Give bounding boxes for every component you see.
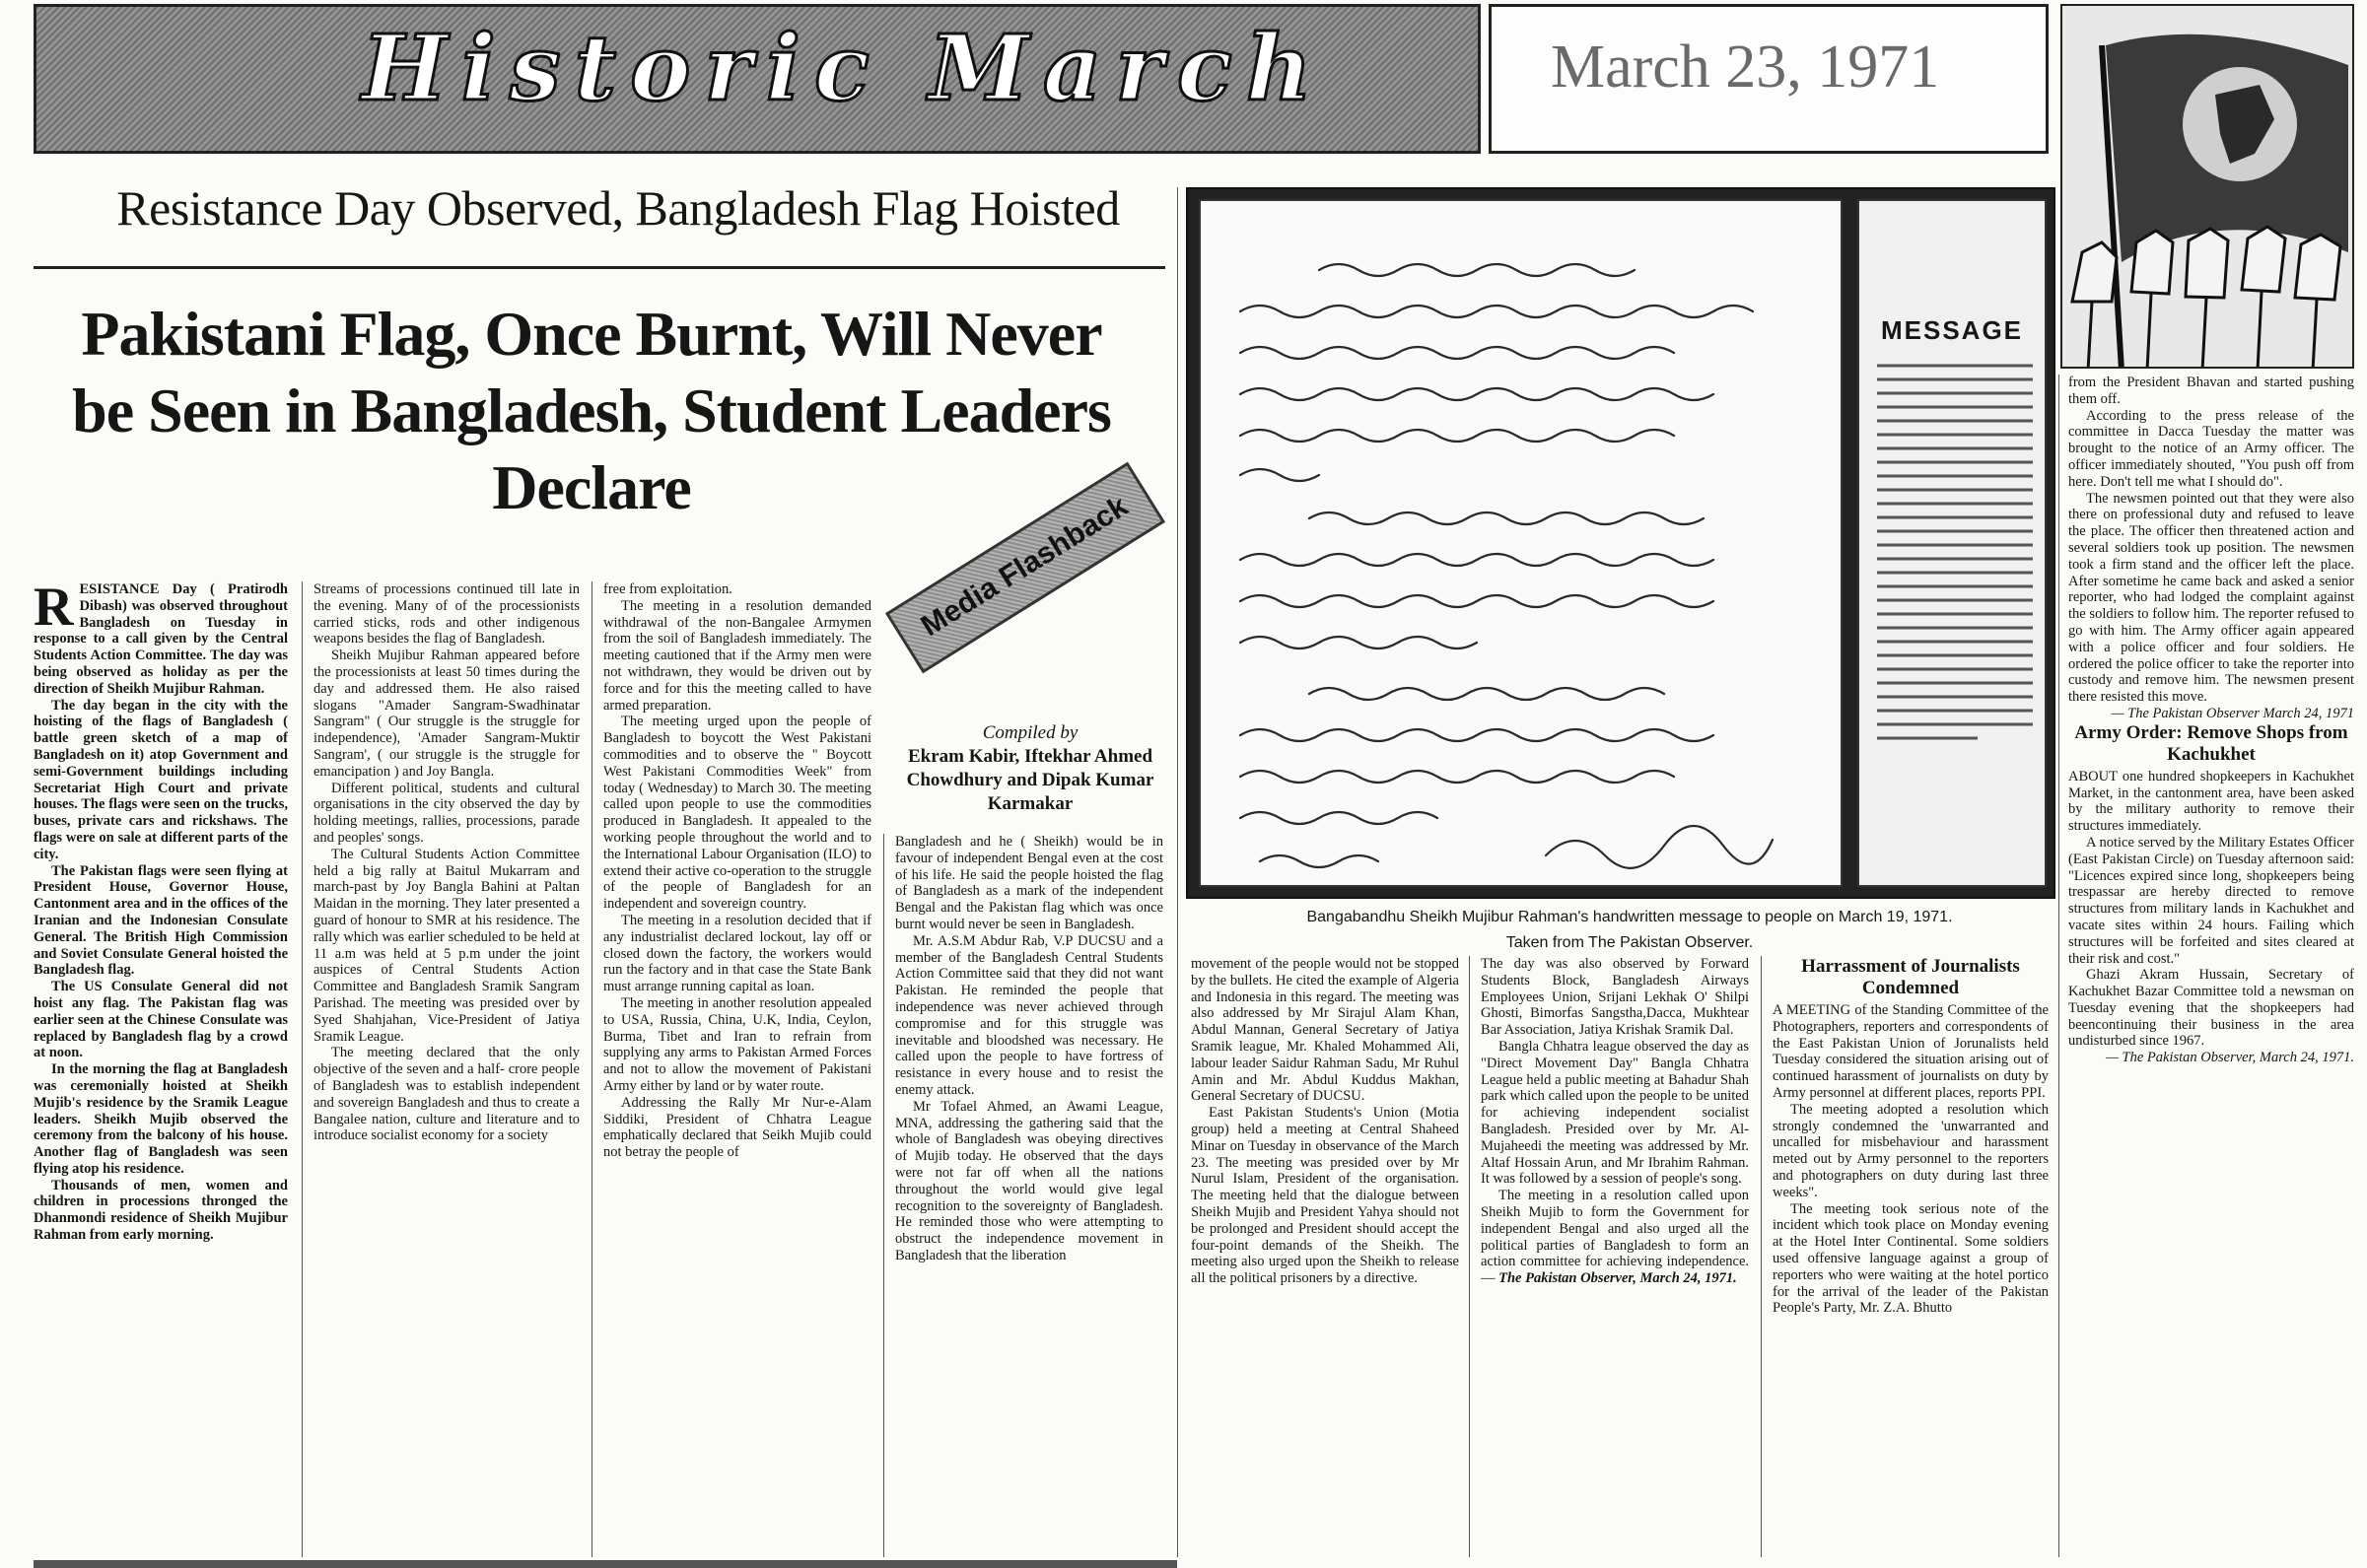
- col8-source-1: — The Pakistan Observer March 24, 1971: [2111, 705, 2354, 721]
- article-column-6: [1481, 956, 1749, 1557]
- article-column-8: [2068, 375, 2354, 1557]
- col6-paragraph-3-text: The meeting in a resolution called upon Sheikh Mujib to form the Government for independent Bengal and also urged all the political parties of Bangladesh to form an action committee for achieving independence.—: [1481, 1188, 1749, 1287]
- article-column-1: [34, 581, 288, 1557]
- col4-paragraph-2: Mr. A.S.M Abdur Rab, V.P DUCSU and a member of the Bangladesh Central Students Action Committee said that they did not want Pakistan. He reminded the people that independence was never achieved through compromise and for this struggle was inevitable and bloodshed was necessary. He called upon the people to have fortress of resistance in every house and to resist the enemy attack.: [895, 932, 1163, 1098]
- kachukhet-headline: Army Order: Remove Shops from Kachukhet: [2074, 721, 2348, 765]
- col5-paragraph-2: East Pakistan Students's Union (Motia group) held a meeting at Central Shaheed Minar on Tuesday in observance of the March 23. The meeting was presided over by Mr Nurul Islam, President of the organisation. The meeting held that the dialogue between Sheikh Mujib and President Yahya should not be prolonged and President should accept the four-point demands of the Sheikh. The meeting also urged upon the Sheikh to release all the political prisoners by a directive.: [1191, 1105, 1459, 1287]
- article-column-5: [1191, 956, 1459, 1557]
- col8-paragraph-1: from the President Bhavan and started pushing them off.: [2068, 375, 2354, 407]
- col3-paragraph-3: The meeting urged upon the people of Bangladesh to boycott the West Pakistani commodities and to observe the " Boycott West Pakistani Commodities Week" from today ( Wednesday) to March 30. The meeting called upon people to use the commodities produced in Bangladesh. It appealed to the working people throughout the world and to the International Labour Organisation (ILO) to extend their active co-operation to the struggle of the people of Bangladesh for an independent and sovereign country.: [603, 714, 871, 913]
- column-rule: [883, 834, 884, 1557]
- col1-paragraph-6: Thousands of men, women and children in processions thronged the Dhanmondi residence of Sheikh Mujibur Rahman from early morning.: [34, 1177, 288, 1244]
- bottom-edge-strip: [34, 1560, 1177, 1568]
- article-column-4: [895, 834, 1163, 1557]
- journalists-headline: Harrassment of Journalists Condemned: [1801, 956, 2020, 998]
- col6-paragraph-2: Bangla Chhatra league observed the day as "Direct Movement Day" Bangla Chhatra League held a public meeting at Bahadur Shah park which called upon the people to be united for achieving independent socialist Bangladesh. Presided over by Mr. Al-Mujaheedi the meeting was addressed by Mr. Altaf Hossain Arun, and Mr Ibrahim Rahman. It was followed by a session of people's song.: [1481, 1038, 1749, 1188]
- handwriting-scribble: [1201, 201, 1841, 885]
- col6-source: The Pakistan Observer, March 24, 1971.: [1498, 1270, 1737, 1287]
- printed-message-panel: [1857, 199, 2047, 887]
- col1-paragraph-5: In the morning the flag at Bangladesh was ceremonially hoisted at Sheikh Mujib's residence by the Sramik League leaders. Sheikh Mujib observed the ceremony from the balcony of his house. Another flag of Bangladesh was seen flying atop his residence.: [34, 1061, 288, 1177]
- flag-illustration: [2060, 4, 2354, 369]
- byline-label: Compiled by: [982, 722, 1079, 743]
- main-headline: Pakistani Flag, Once Burnt, Will Never be Seen in Bangladesh, Student Leaders Declare: [72, 299, 1111, 522]
- col1-paragraph-4: The US Consulate General did not hoist any flag. The Pakistan flag was earlier seen at the Chinese Consulate was replaced by Bangladesh flag by a crowd at noon.: [34, 979, 288, 1061]
- column-rule: [302, 581, 303, 1557]
- caption-line-2: Taken from The Pakistan Observer.: [1505, 934, 1754, 951]
- article-column-2: [313, 581, 580, 1557]
- col8-source-2: — The Pakistan Observer, March 24, 1971.: [2106, 1050, 2354, 1066]
- col2-paragraph-1: Streams of processions continued till late in the evening. Many of of the processionists carried sticks, rods and other indigenous weapons besides the flag of Bangladesh.: [313, 581, 580, 648]
- col3-paragraph-5: The meeting in another resolution appealed to USA, Russia, China, U.K, India, Ceylon, Burma, Tibet and Iran to refrain from supplying any arms to Pakistan Armed Forces and not to allow the movement of Pakistani Army either by land or by water route.: [603, 994, 871, 1094]
- col1-lead: ESISTANCE Day ( Pratirodh Dibash) was observed throughout Bangladesh on Tuesday in response to a call given by the Central Students Action Committee. The day was being observed as holiday as per the direction of Sheikh Mujibur Rahman.: [34, 581, 288, 697]
- date-box: [1489, 4, 2049, 154]
- col6-paragraph-1: The day was also observed by Forward Students Block, Bangladesh Airways Employees Union, Srijani Lekhak O' Shilpi Ghosti, Bimorfas Sangstha,Dacca, Mukhtear Bar Association, Jatiya Krishak Sramik Dal.: [1481, 956, 1749, 1039]
- kicker-rule: [34, 266, 1165, 269]
- photo-caption: [1205, 905, 2054, 956]
- dateline: March 23, 1971: [1551, 34, 1940, 101]
- col1-paragraph-2: The day began in the city with the hoisting of the flags of Bangladesh ( battle green sketch of a map of Bangladesh on it) atop Government and semi-Government buildings including Secretariat High Court and private houses. The flags were seen on the trucks, buses, private cars and rickshaws. The flags were on sale at different parts of the city.: [34, 697, 288, 862]
- col4-paragraph-3: Mr Tofael Ahmed, an Awami League, MNA, addressing the gathering said that the whole of Bangladesh was obeying directives of Mujib today. He observed that the days were not far off when all the nations throughout the world would give legal recognition to the sovereignty of Bangladesh. He reminded those who were attempting to obstruct the independence movement in Bangladesh that the liberation: [895, 1098, 1163, 1263]
- column-rule: [1761, 956, 1762, 1557]
- col5-paragraph-1: movement of the people would not be stopped by the bullets. He cited the example of Algeria and Indonesia in this regard. The meeting was also addressed by Mr Sirajul Alam Khan, Abdul Mannan, General Secretary of Jatiya Sramik league, Mr. Khaled Mohammed Ali, labour leader Saidur Rahman Sadu, Mr Ruhul Amin and Mr. Abdul Kuddus Makhan, General Secretary of DUCSU.: [1191, 956, 1459, 1105]
- masthead-title: Historic March: [362, 15, 1326, 121]
- col7-paragraph-1: A MEETING of the Standing Committee of the Photographers, reporters and correspondents of the East Pakistan Union of Jorunalists held Tuesday considered the situation arising out of continued harassment of journalists on duty by Army personnel at different places, reports PPI.: [1773, 1002, 2049, 1101]
- col8-paragraph-5: A notice served by the Military Estates Officer (East Pakistan Circle) on Tuesday afternoon said: "Licences expired since long, shopkeepers being trespassar are hereby directed to remove structures from military lands in Kachukhet and vacate sites within 24 hours. Failing which structures will be forfeited and sites cleared at their risk and cost.": [2068, 834, 2354, 967]
- col7-paragraph-2: The meeting adopted a resolution which strongly condemned the 'unwarranted and uncalled for misbehaviour and harassment meted out by Army personnel to the reporters and photographers on duty during last three weeks".: [1773, 1101, 2049, 1200]
- col8-paragraph-4: ABOUT one hundred shopkeepers in Kachukhet Market, in the cantonment area, have been asked by the military authority to remove their structures immediately.: [2068, 768, 2354, 835]
- col3-paragraph-1: free from exploitation.: [603, 581, 732, 597]
- byline: [887, 721, 1173, 816]
- col2-paragraph-2: Sheikh Mujibur Rahman appeared before the processionists at least 50 times during the day and addressed them. He also raised slogans "Amader Sangram-Swadhinatar Sangram" ( Our struggle is the struggle for independence), 'Amader Sangram-Muktir Sangram', ( our struggle is the struggle for emancipation ) and Joy Bangla.: [313, 648, 580, 780]
- col4-paragraph-1: Bangladesh and he ( Sheikh) would be in favour of independent Bengal even at the cost of his life. He said the people hoisted the flag of Bangladesh as a mark of the independent Bengal and the Pakistan flag which was once burnt would never be seen in Bangladesh.: [895, 834, 1163, 932]
- handwritten-letter-image: [1199, 199, 1843, 887]
- message-body-text-lines: [1859, 356, 2047, 789]
- kicker-headline: Resistance Day Observed, Bangladesh Flag Hoisted: [116, 180, 1120, 236]
- col8-paragraph-6: Ghazi Akram Hussain, Secretary of Kachukhet Bazar Committee told a newsman on Tuesday evening that the shopkeepers had beencontinuing their business in the area undisturbed since 1967.: [2068, 967, 2354, 1050]
- column-rule: [2058, 375, 2059, 1557]
- col2-paragraph-4: The Cultural Students Action Committee held a big rally at Baitul Mukarram and march-past by Joy Bangla Bahini at Paltan Maidan in the morning. They later presented a guard of honour to SMR at his residence. The rally which was earlier scheduled to be held at 11 a.m was held at 5 p.m under the joint auspices of Central Students Action Committee and Bangladesh Sramik Sangram Parishad. The meeting was presided over by Syed Shahjahan, Vice-President of Jatiya Sramik League.: [313, 846, 580, 1045]
- col2-paragraph-3: Different political, students and cultural organisations in the city observed the day by holding meetings, rallies, processions, parade and peoples' songs.: [313, 780, 580, 846]
- col8-paragraph-2: According to the press release of the committee in Dacca Tuesday the matter was brought to the notice of an Army officer. The officer immediately shouted, "You push off from here. Don't tell me what I should do".: [2068, 407, 2354, 490]
- column-rule: [1469, 956, 1470, 1557]
- masthead-banner: [34, 4, 1481, 154]
- col1-paragraph-3: The Pakistan flags were seen flying at President House, Governor House, Cantonment area and in the offices of the Iranian and the Indonesian Consulate General. The British High Commission and Soviet Consulate General hoisted the Bangladesh flag.: [34, 862, 288, 979]
- col3-paragraph-2: The meeting in a resolution demanded withdrawal of the non-Bangalee Armymen from the soil of Bangladesh immediately. The meeting cautioned that if the Army men were not withdrawn, they would be driven out by force and for this the meeting called to have armed preparation.: [603, 597, 871, 714]
- col6-paragraph-3: [1481, 1188, 1749, 1287]
- media-flashback-stamp: Media Flashback: [885, 462, 1165, 674]
- column-rule: [1177, 187, 1178, 1557]
- caption-line-1: Bangabandhu Sheikh Mujibur Rahman's handwritten message to people on March 19, 1971.: [1306, 909, 1953, 925]
- article-column-3: [603, 581, 871, 1557]
- flag-raised-fists-image: [2062, 6, 2354, 369]
- col7-paragraph-3: The meeting took serious note of the incident which took place on Monday evening at the Hotel Inter Continental. Some soldiers used offensive language against a group of reporters who were waiting at the hotel portico for the arrival of the leader of the Pakistan People's Party, Mr. Z.A. Bhutto: [1773, 1200, 2049, 1317]
- col3-paragraph-4: The meeting in a resolution decided that if any industrialist declared lockout, lay off or closed down the factory, the workers would run the factory and in that case the State Bank must arrange running capital as loan.: [603, 912, 871, 995]
- col8-paragraph-3: The newsmen pointed out that they were also there on professional duty and refused to leave the place. The officer then threatened action and several soldiers took up position. The newsmen took a firm stand and the officer left the place. After sometime he came back and asked a senior reporter, who had lodged the complaint against the soldiers to follow him. The reporter refused to go with him. The Army officer again appeared with a police officer and four soldiers. He ordered the police officer to take the reporter into custody and remove him. The newsmen present there resisted this move.: [2068, 490, 2354, 706]
- drop-cap: R: [34, 581, 74, 638]
- col3-paragraph-6: Addressing the Rally Mr Nur-e-Alam Siddiki, President of Chhatra League emphatically declared that Seikh Mujib could not betray the people of: [603, 1094, 871, 1161]
- byline-names: Ekram Kabir, Iftekhar Ahmed Chowdhury and Dipak Kumar Karmakar: [906, 746, 1154, 814]
- col2-paragraph-5: The meeting declared that the only objective of the seven and a half- crore people of Bangladesh was to establish independent and sovereign Bangladesh and thus to create a Bangalee nation, culture and literature and to introduce socialist economy for a society: [313, 1045, 580, 1144]
- message-title: MESSAGE: [1880, 315, 2024, 345]
- article-column-7: [1773, 956, 2049, 1557]
